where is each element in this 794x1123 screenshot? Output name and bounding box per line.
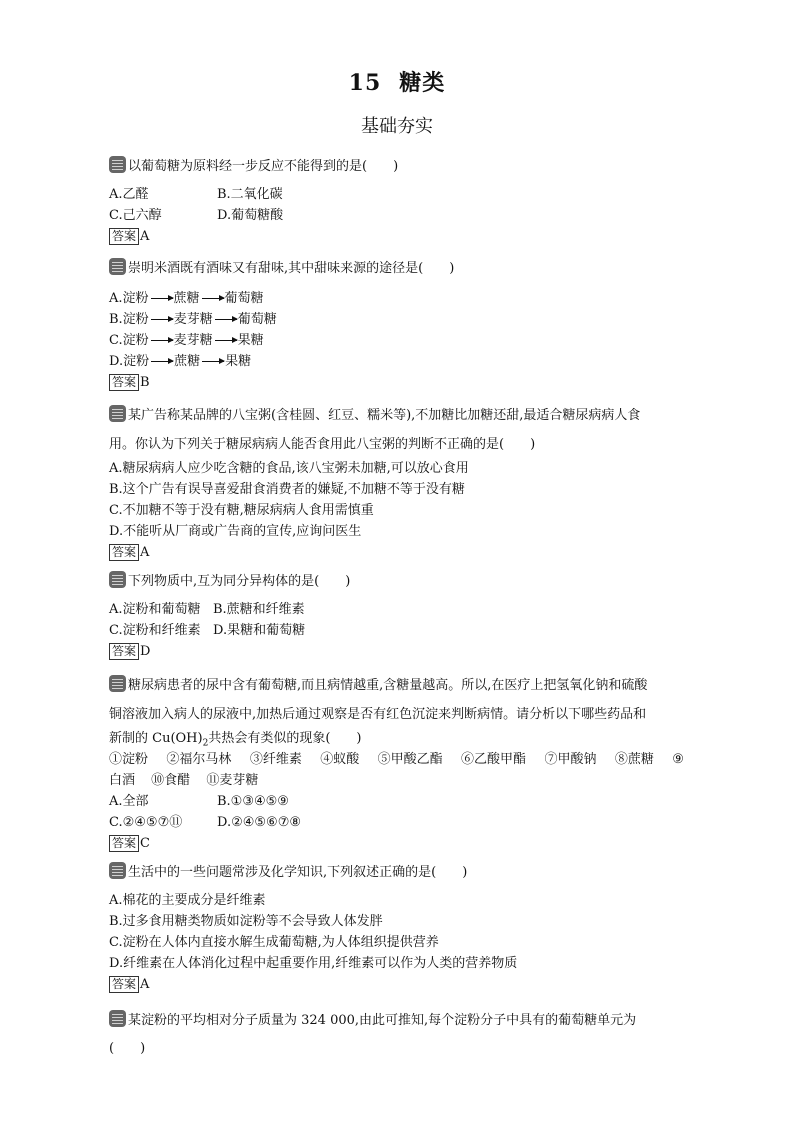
option: B.这个广告有误导喜爱甜食消费者的嫌疑,不加糖不等于没有糖 [109, 482, 465, 497]
answer-value: A [140, 229, 150, 244]
answer-line [109, 833, 689, 854]
option: C.淀粉 麦芽糖 果糖 [109, 333, 264, 348]
question-stem: 以葡萄糖为原料经一步反应不能得到的是( ) [128, 159, 399, 174]
question-marker-icon [109, 258, 126, 275]
option: C.淀粉和纤维素 [109, 623, 201, 638]
question-6 [109, 860, 689, 995]
arrow-icon [215, 340, 237, 341]
answer-badge: 答案 [109, 835, 139, 852]
answer-badge: 答案 [109, 228, 139, 245]
question-3 [109, 403, 689, 563]
list-item: ③纤维素 [249, 752, 302, 767]
list-item: ⑩食醋 [151, 773, 191, 788]
answer-value: A [140, 977, 150, 992]
question-stem: 糖尿病患者的尿中含有葡萄糖,而且病情越重,含糖量越高。所以,在医疗上把氢氧化钠和硫酸 [128, 678, 648, 693]
list-item: ⑤甲酸乙酯 [377, 752, 443, 767]
answer-value: C [140, 836, 150, 851]
answer-line [109, 372, 689, 393]
answer-value: B [140, 375, 150, 390]
arrow-icon [202, 361, 224, 362]
option: A.淀粉和葡萄糖 [109, 602, 201, 617]
option: C.不加糖不等于没有糖,糖尿病病人食用需慎重 [109, 503, 374, 518]
answer-line [109, 542, 689, 563]
option: B.二氧化碳 [217, 187, 283, 202]
list-item: ⑪麦芽糖 [206, 773, 259, 788]
list-item: ⑥乙酸甲酯 [461, 752, 527, 767]
option: A.乙醛 [109, 187, 149, 202]
option: C.②④⑤⑦⑪ [109, 815, 183, 830]
substance-list [109, 749, 684, 770]
option: A.淀粉 蔗糖 葡萄糖 [109, 291, 264, 306]
arrow-icon [151, 361, 173, 362]
arrow-icon [151, 340, 173, 341]
option: C.己六醇 [109, 208, 162, 223]
arrow-icon [151, 319, 173, 320]
question-stem: 生活中的一些问题常涉及化学知识,下列叙述正确的是( ) [128, 865, 468, 880]
question-stem: 下列物质中,互为同分异构体的是( ) [128, 574, 351, 589]
list-item: ⑦甲酸钠 [544, 752, 597, 767]
question-stem: 某淀粉的平均相对分子质量为 324 000,由此可推知,每个淀粉分子中具有的葡萄糖单元为 [128, 1013, 637, 1028]
option: D.纤维素在人体消化过程中起重要作用,纤维素可以作为人类的营养物质 [109, 956, 518, 971]
option: B.过多食用糖类物质如淀粉等不会导致人体发胖 [109, 914, 383, 929]
list-item: 白酒 [109, 773, 136, 788]
answer-badge: 答案 [109, 374, 139, 391]
option: D.不能听从厂商或广告商的宣传,应询问医生 [109, 524, 362, 539]
answer-badge: 答案 [109, 976, 139, 993]
question-2 [109, 256, 689, 393]
option: D.淀粉 蔗糖 果糖 [109, 354, 252, 369]
answer-line [109, 974, 689, 995]
answer-value: D [140, 644, 151, 659]
list-item: ②福尔马林 [166, 752, 232, 767]
question-stem: 新制的 $Cu(OH)_2$共热会有类似的现象( ) [109, 731, 362, 749]
option: D.②④⑤⑥⑦⑧ [217, 815, 302, 830]
question-stem: ( ) [109, 1041, 146, 1056]
question-7 [109, 1008, 689, 1062]
option: A.全部 [109, 794, 149, 809]
question-stem: 某广告称某品牌的八宝粥(含桂圆、红豆、糯米等),不加糖比加糖还甜,最适合糖尿病病人食 [128, 408, 641, 423]
question-marker-icon [109, 156, 126, 173]
section-subtitle: 基础夯实 [361, 116, 433, 137]
section-number: 15 [348, 70, 382, 96]
option: A.糖尿病病人应少吃含糖的食品,该八宝粥未加糖,可以放心食用 [109, 461, 469, 476]
list-item: ①淀粉 [109, 752, 149, 767]
option: B.①③④⑤⑨ [217, 794, 289, 809]
question-stem: 崇明米酒既有酒味又有甜味,其中甜味来源的途径是( ) [128, 261, 455, 276]
answer-line [109, 641, 689, 662]
arrow-icon [215, 319, 237, 320]
question-marker-icon [109, 862, 126, 879]
list-item: ⑧蔗糖 [614, 752, 654, 767]
substance-list [109, 770, 689, 791]
option: D.果糖和葡萄糖 [213, 623, 306, 638]
answer-badge: 答案 [109, 544, 139, 561]
arrow-icon [151, 298, 173, 299]
answer-line [109, 226, 689, 247]
arrow-icon [202, 298, 224, 299]
page-title [0, 66, 794, 97]
question-4 [109, 569, 689, 662]
question-marker-icon [109, 675, 126, 692]
list-item: ⑨ [672, 752, 684, 767]
question-1 [109, 154, 689, 247]
answer-value: A [140, 545, 150, 560]
option: B.蔗糖和纤维素 [213, 602, 305, 617]
question-marker-icon [109, 571, 126, 588]
answer-badge: 答案 [109, 643, 139, 660]
question-5 [109, 673, 689, 854]
section-title: 糖类 [399, 70, 446, 96]
list-item: ④蚁酸 [320, 752, 360, 767]
question-stem: 用。你认为下列关于糖尿病病人能否食用此八宝粥的判断不正确的是( ) [109, 437, 536, 452]
option: C.淀粉在人体内直接水解生成葡萄糖,为人体组织提供营养 [109, 935, 439, 950]
option: D.葡萄糖酸 [217, 208, 284, 223]
option: A.棉花的主要成分是纤维素 [109, 893, 266, 908]
option: B.淀粉 麦芽糖 葡萄糖 [109, 312, 277, 327]
question-stem: 铜溶液加入病人的尿液中,加热后通过观察是否有红色沉淀来判断病情。请分析以下哪些药品和 [109, 707, 647, 722]
question-marker-icon [109, 1010, 126, 1027]
question-marker-icon [109, 405, 126, 422]
